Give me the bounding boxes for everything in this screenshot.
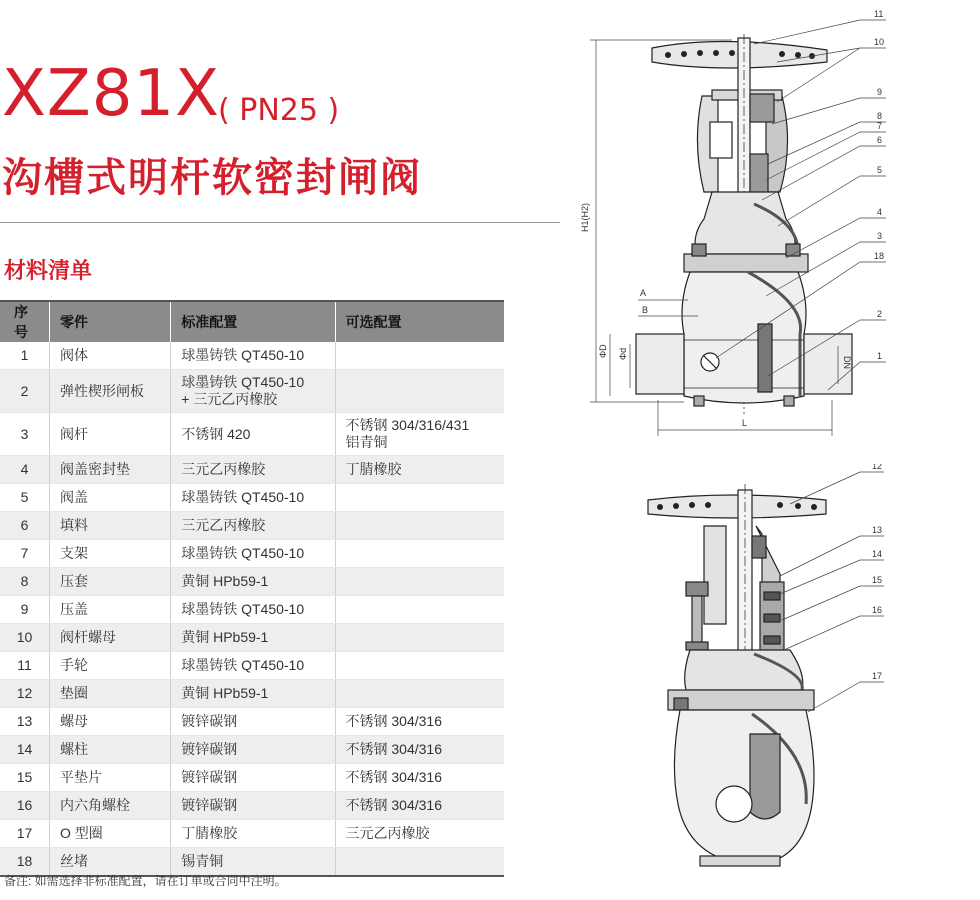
cell-no: 17 [0, 820, 50, 848]
cell-part: 阀盖 [50, 484, 171, 512]
callout-7: 7 [877, 121, 883, 131]
dim-label-b: B [642, 305, 649, 315]
cell-no: 6 [0, 512, 50, 540]
cell-no: 3 [0, 413, 50, 456]
cell-part: 螺母 [50, 708, 171, 736]
column-header-part: 零件 [50, 301, 171, 342]
callout-14: 14 [872, 549, 883, 559]
table-row [0, 680, 504, 708]
cell-no: 7 [0, 540, 50, 568]
valve-section-svg [572, 4, 902, 440]
cell-no: 11 [0, 652, 50, 680]
callout-3: 3 [877, 231, 883, 241]
cell-no: 13 [0, 708, 50, 736]
cell-part: 填料 [50, 512, 171, 540]
cell-optional [335, 848, 504, 877]
cell-no: 9 [0, 596, 50, 624]
table-header-row [0, 301, 504, 342]
callout-6: 6 [877, 135, 883, 145]
callout-5: 5 [877, 165, 883, 175]
callout-8: 8 [877, 111, 883, 121]
cell-optional [335, 540, 504, 568]
callout-12: 12 [872, 464, 883, 471]
table-row [0, 370, 504, 413]
cell-part: 内六角螺栓 [50, 792, 171, 820]
table-row [0, 764, 504, 792]
cell-optional: 不锈钢 304/316 [335, 764, 504, 792]
cell-standard: 球墨铸铁 QT450-10 [171, 596, 335, 624]
dim-label-dn: DN [842, 356, 852, 369]
table-row [0, 413, 504, 456]
cell-optional: 不锈钢 304/316 [335, 736, 504, 764]
cell-standard: 球墨铸铁 QT450-10 [171, 342, 335, 370]
cell-part: 手轮 [50, 652, 171, 680]
valve-side-section-drawing [630, 464, 900, 874]
cell-no: 4 [0, 456, 50, 484]
cell-optional [335, 370, 504, 413]
table-row [0, 342, 504, 370]
table-row [0, 512, 504, 540]
callout-9: 9 [877, 87, 883, 97]
product-model: XZ81X [2, 57, 220, 131]
cell-no: 10 [0, 624, 50, 652]
cell-part: 阀体 [50, 342, 171, 370]
callout-11: 11 [874, 9, 884, 19]
cell-optional [335, 652, 504, 680]
cell-standard: 球墨铸铁 QT450-10 [171, 652, 335, 680]
cell-optional [335, 342, 504, 370]
dim-label-height: H1(H2) [580, 202, 590, 232]
callout-16: 16 [872, 605, 883, 615]
dim-label-outer-diameter: ΦD [598, 344, 608, 358]
materials-table [0, 300, 504, 877]
cell-part: 阀杆螺母 [50, 624, 171, 652]
cell-standard: 三元乙丙橡胶 [171, 512, 335, 540]
cell-part: 阀杆 [50, 413, 171, 456]
cell-part: 平垫片 [50, 764, 171, 792]
product-name: 沟槽式明杆软密封闸阀 [2, 156, 422, 200]
cell-standard: 锡青铜 [171, 848, 335, 877]
cell-standard: 球墨铸铁 QT450-10 + 三元乙丙橡胶 [171, 370, 335, 413]
cell-optional [335, 484, 504, 512]
callout-4: 4 [877, 207, 883, 217]
pressure-rating: ( PN25 ) [218, 93, 340, 128]
callout-10: 10 [874, 37, 885, 47]
cell-standard: 镀锌碳钢 [171, 708, 335, 736]
cell-standard: 黄铜 HPb59-1 [171, 680, 335, 708]
cell-no: 15 [0, 764, 50, 792]
materials-table-body [0, 342, 504, 876]
column-header-optional: 可选配置 [335, 301, 504, 342]
cell-standard: 黄铜 HPb59-1 [171, 624, 335, 652]
cell-part: 压盖 [50, 596, 171, 624]
bom-section-title: 材料清单 [4, 258, 93, 283]
cell-optional [335, 596, 504, 624]
table-row [0, 568, 504, 596]
cell-optional [335, 624, 504, 652]
valve-section-drawing [572, 4, 902, 440]
table-row [0, 792, 504, 820]
cell-standard: 镀锌碳钢 [171, 764, 335, 792]
table-row [0, 820, 504, 848]
column-header-standard: 标准配置 [171, 301, 335, 342]
cell-optional: 不锈钢 304/316/431 铝青铜 [335, 413, 504, 456]
cell-standard: 黄铜 HPb59-1 [171, 568, 335, 596]
cell-optional: 三元乙丙橡胶 [335, 820, 504, 848]
callout-15: 15 [872, 575, 883, 585]
callout-17: 17 [872, 671, 883, 681]
table-row [0, 540, 504, 568]
cell-part: O 型圈 [50, 820, 171, 848]
dim-label-groove-diameter: Φd [618, 347, 628, 360]
cell-no: 1 [0, 342, 50, 370]
cell-part: 支架 [50, 540, 171, 568]
table-row [0, 624, 504, 652]
dim-label-a: A [640, 288, 647, 298]
cell-standard: 球墨铸铁 QT450-10 [171, 484, 335, 512]
cell-standard: 三元乙丙橡胶 [171, 456, 335, 484]
dim-label-length: L [742, 418, 748, 428]
cell-part: 阀盖密封垫 [50, 456, 171, 484]
cell-part: 丝堵 [50, 848, 171, 877]
column-header-no: 序号 [0, 301, 50, 342]
cell-no: 8 [0, 568, 50, 596]
cell-no: 5 [0, 484, 50, 512]
cell-no: 2 [0, 370, 50, 413]
table-row [0, 652, 504, 680]
table-row [0, 456, 504, 484]
title-divider [0, 222, 560, 223]
cell-optional: 不锈钢 304/316 [335, 792, 504, 820]
callout-13: 13 [872, 525, 883, 535]
cell-optional [335, 680, 504, 708]
cell-part: 螺柱 [50, 736, 171, 764]
callout-1: 1 [877, 351, 883, 361]
table-row [0, 596, 504, 624]
cell-standard: 球墨铸铁 QT450-10 [171, 540, 335, 568]
cell-part: 垫圈 [50, 680, 171, 708]
table-row [0, 708, 504, 736]
cell-no: 18 [0, 848, 50, 877]
callout-18: 18 [874, 251, 885, 261]
cell-standard: 不锈钢 420 [171, 413, 335, 456]
footnote: 备注: 如需选择非标准配置，请在订单或合同中注明。 [4, 874, 287, 888]
table-row [0, 736, 504, 764]
table-row [0, 484, 504, 512]
cell-optional [335, 568, 504, 596]
cell-standard: 丁腈橡胶 [171, 820, 335, 848]
cell-optional: 丁腈橡胶 [335, 456, 504, 484]
cell-optional [335, 512, 504, 540]
cell-no: 14 [0, 736, 50, 764]
callout-2: 2 [877, 309, 883, 319]
cell-no: 16 [0, 792, 50, 820]
cell-part: 弹性楔形闸板 [50, 370, 171, 413]
cell-standard: 镀锌碳钢 [171, 792, 335, 820]
cell-standard: 镀锌碳钢 [171, 736, 335, 764]
valve-side-section-svg [630, 464, 900, 874]
cell-part: 压套 [50, 568, 171, 596]
cell-no: 12 [0, 680, 50, 708]
cell-optional: 不锈钢 304/316 [335, 708, 504, 736]
